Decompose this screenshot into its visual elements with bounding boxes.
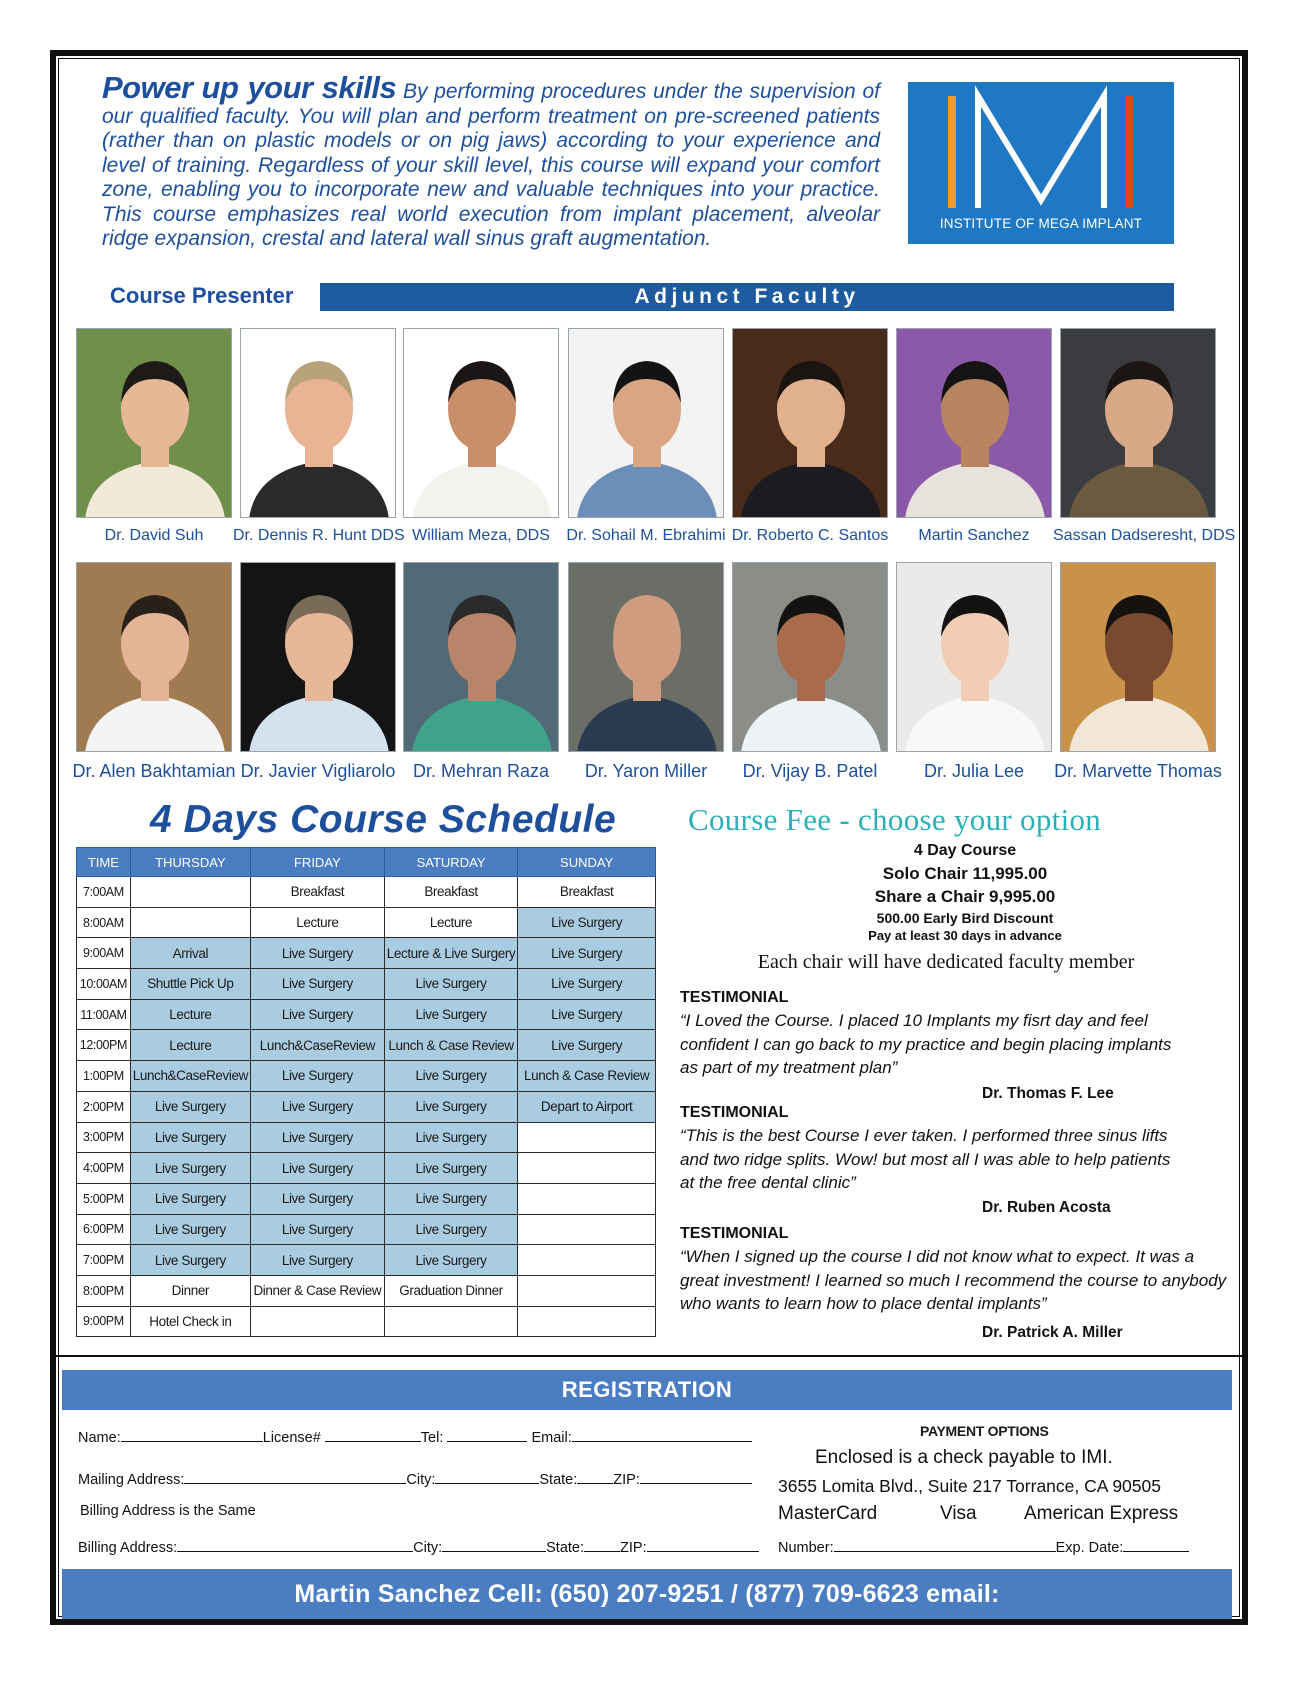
schedule-cell: Live Surgery [518,938,656,969]
schedule-cell [518,1245,656,1276]
faculty-name: Dr. Javier Vigliarolo [240,761,396,781]
faculty-name: Dr. Mehran Raza [412,761,550,781]
schedule-cell: Breakfast [518,877,656,908]
testimonial-3-quote: “When I signed up the course I did not know what to expect. It was a great investment! I learned so much I recommend the course to anybody who wants to learn how to place dental implants” [680,1247,1227,1313]
schedule-cell: Lecture & Live Surgery [384,938,518,969]
adjunct-faculty-heading: Adjunct Faculty [320,283,1174,311]
schedule-column-header: THURSDAY [130,848,250,877]
schedule-time-cell: 1:00PM [77,1061,131,1092]
schedule-row [77,877,656,908]
faculty-name: Dr. Roberto C. Santos [731,527,889,544]
portrait-image [241,563,396,752]
fee-line-course: 4 Day Course [913,842,1017,859]
faculty-photo [568,562,724,752]
registration-heading: REGISTRATION [62,1370,1232,1410]
schedule-time-cell: 7:00PM [77,1245,131,1276]
billing-city-field[interactable] [442,1538,546,1552]
schedule-column-header: TIME [77,848,131,877]
schedule-time-cell: 8:00PM [77,1275,131,1306]
schedule-cell: Live Surgery [130,1091,250,1122]
faculty-name: Dr. Yaron Miller [584,761,708,781]
schedule-cell: Live Surgery [384,969,518,1000]
schedule-cell [518,1183,656,1214]
schedule-time-cell: 3:00PM [77,1122,131,1153]
form-row-mailing [78,1470,752,1488]
schedule-time-cell: 7:00AM [77,877,131,908]
billing-same-checkbox-label[interactable]: Billing Address is the Same [80,1503,256,1519]
testimonial-1-author: Dr. Thomas F. Lee [982,1085,1114,1102]
schedule-cell: Live Surgery [130,1214,250,1245]
billing-state-label: State: [546,1540,585,1556]
schedule-cell: Live Surgery [384,1061,518,1092]
faculty-photo [732,562,888,752]
faculty-photo [76,328,232,518]
schedule-cell: Breakfast [384,877,518,908]
schedule-cell: Graduation Dinner [384,1275,518,1306]
testimonial-1-heading: TESTIMONIAL [680,989,789,1006]
schedule-cell: Live Surgery [518,907,656,938]
payment-visa[interactable]: Visa [940,1503,977,1524]
name-field[interactable] [121,1428,263,1442]
intro-lead: Power up your skills [102,70,397,105]
mailing-state-field[interactable] [577,1470,613,1484]
schedule-cell: Live Surgery [384,1245,518,1276]
testimonial-2-heading: TESTIMONIAL [680,1104,789,1121]
schedule-column-header: FRIDAY [250,848,384,877]
schedule-column-header: SATURDAY [384,848,518,877]
schedule-time-cell: 9:00PM [77,1306,131,1337]
schedule-cell: Live Surgery [130,1153,250,1184]
schedule-cell: Live Surgery [384,999,518,1030]
schedule-cell: Live Surgery [250,1183,384,1214]
faculty-photo [403,562,559,752]
mailing-address-label: Mailing Address: [78,1472,185,1488]
payment-check-line: Enclosed is a check payable to IMI. [815,1447,1113,1468]
faculty-name: Sassan Dadseresht, DDS [1053,527,1236,544]
schedule-time-cell: 5:00PM [77,1183,131,1214]
schedule-row [77,1306,656,1337]
schedule-cell: Lecture [384,907,518,938]
faculty-name: William Meza, DDS [412,527,550,544]
exp-date-label: Exp. Date: [1055,1540,1124,1556]
payment-mastercard[interactable]: MasterCard [778,1503,878,1524]
schedule-row [77,1091,656,1122]
testimonial-2-author: Dr. Ruben Acosta [982,1199,1111,1216]
schedule-cell [518,1306,656,1337]
schedule-row [77,1122,656,1153]
schedule-cell: Live Surgery [250,969,384,1000]
schedule-cell [130,877,250,908]
license-field[interactable] [325,1428,421,1442]
schedule-row [77,1153,656,1184]
course-presenter-heading: Course Presenter [110,283,294,308]
schedule-cell: Live Surgery [130,1245,250,1276]
schedule-cell: Dinner [130,1275,250,1306]
schedule-row [77,907,656,938]
schedule-cell: Arrival [130,938,250,969]
intro-text: By performing procedures under the supervision of our qualified faculty. You will plan and perform treatment on pre-screened patients (rather than on plastic models or on pig jaws) according to your experience and level of training. Regardless of your skill level, this course will expand your comfort zone, enabling you to incorporate new and valuable techniques into your practice. This course emphasizes real world execution from implant placement, alveolar ridge expansion, crestal and lateral wall sinus graft augmentation. [102,80,880,250]
schedule-cell: Live Surgery [518,969,656,1000]
card-number-label: Number: [778,1540,834,1556]
schedule-time-cell: 6:00PM [77,1214,131,1245]
mailing-address-field[interactable] [184,1470,406,1484]
schedule-cell: Live Surgery [518,999,656,1030]
billing-city-label: City: [413,1540,443,1556]
schedule-cell: Live Surgery [250,999,384,1030]
portrait-image [733,563,888,752]
faculty-name: Dr. Julia Lee [923,761,1025,781]
form-row-contact [78,1428,752,1446]
schedule-row [77,1183,656,1214]
fee-line-discount: 500.00 Early Bird Discount [876,910,1054,926]
schedule-cell: Live Surgery [250,1245,384,1276]
schedule-cell [384,1306,518,1337]
schedule-time-cell: 9:00AM [77,938,131,969]
mailing-city-field[interactable] [435,1470,539,1484]
schedule-cell [130,907,250,938]
fee-note: Each chair will have dedicated faculty member [757,951,1135,973]
billing-zip-field[interactable] [647,1538,759,1552]
form-row-billing [78,1538,759,1556]
schedule-cell: Live Surgery [518,1030,656,1061]
section-divider [56,1355,1242,1357]
schedule-cell: Live Surgery [384,1214,518,1245]
fee-line-solo: Solo Chair 11,995.00 [882,864,1048,883]
schedule-row [77,938,656,969]
schedule-cell: Hotel Check in [130,1306,250,1337]
mailing-state-label: State: [539,1472,578,1488]
schedule-row [77,1245,656,1276]
schedule-cell [518,1122,656,1153]
schedule-row [77,969,656,1000]
exp-date-field[interactable] [1123,1538,1189,1552]
portrait-image [1061,563,1216,752]
portrait-image [404,329,559,518]
mailing-zip-field[interactable] [640,1470,752,1484]
schedule-cell: Breakfast [250,877,384,908]
schedule-row [77,1214,656,1245]
billing-address-label: Billing Address: [78,1540,178,1556]
faculty-name: Martin Sanchez [918,527,1030,544]
mailing-zip-label: ZIP: [613,1472,640,1488]
schedule-cell: Live Surgery [250,938,384,969]
schedule-time-cell: 4:00PM [77,1153,131,1184]
portrait-image [77,563,232,752]
testimonial-3-heading: TESTIMONIAL [680,1225,789,1242]
email-label: Email: [531,1430,572,1446]
payment-address: 3655 Lomita Blvd., Suite 217 Torrance, CA 90505 [778,1476,1161,1496]
schedule-cell [518,1153,656,1184]
schedule-cell: Live Surgery [250,1153,384,1184]
course-fee-title: Course Fee - choose your option [688,802,1102,837]
faculty-photo [568,328,724,518]
faculty-photo [240,328,396,518]
schedule-cell: Live Surgery [250,1091,384,1122]
schedule-cell: Shuttle Pick Up [130,969,250,1000]
name-label: Name: [78,1430,121,1446]
card-number-field[interactable] [834,1538,1056,1552]
schedule-cell: Live Surgery [130,1122,250,1153]
schedule-cell: Lunch&CaseReview [130,1061,250,1092]
payment-amex[interactable]: American Express [1024,1503,1179,1524]
schedule-cell: Lunch & Case Review [518,1061,656,1092]
schedule-cell: Live Surgery [250,1061,384,1092]
faculty-photo [732,328,888,518]
schedule-cell: Lecture [130,999,250,1030]
schedule-cell: Lunch&CaseReview [250,1030,384,1061]
logo-caption: INSTITUTE OF MEGA IMPLANT [939,216,1143,231]
fee-line-advance: Pay at least 30 days in advance [868,928,1062,943]
billing-zip-label: ZIP: [620,1540,647,1556]
schedule-header-row [77,848,656,877]
license-label: License# [262,1430,321,1446]
schedule-row [77,1061,656,1092]
faculty-photo [896,562,1052,752]
faculty-photo [896,328,1052,518]
payment-options-heading: PAYMENT OPTIONS [920,1423,1049,1439]
faculty-photo [240,562,396,752]
faculty-name: Dr. Sohail M. Ebrahimi [566,527,726,544]
faculty-photo [76,562,232,752]
schedule-cell: Live Surgery [384,1122,518,1153]
schedule-table [76,847,656,1337]
portrait-image [1061,329,1216,518]
portrait-image [569,329,724,518]
portrait-image [897,329,1052,518]
portrait-image [241,329,396,518]
faculty-photo [1060,562,1216,752]
schedule-title: 4 Days Course Schedule [150,798,617,841]
tel-field[interactable] [447,1428,527,1442]
schedule-cell [518,1214,656,1245]
portrait-image [569,563,724,752]
schedule-time-cell: 8:00AM [77,907,131,938]
email-field[interactable] [572,1428,752,1442]
faculty-name: Dr. Vijay B. Patel [742,761,878,781]
schedule-row [77,999,656,1030]
schedule-time-cell: 12:00PM [77,1030,131,1061]
schedule-column-header: SUNDAY [518,848,656,877]
faculty-photo [1060,328,1216,518]
schedule-cell: Live Surgery [250,1122,384,1153]
contact-bar: Martin Sanchez Cell: (650) 207-9251 / (877) 709-6623 email: martin.sanchez@megagenamerica.com [62,1569,1232,1619]
schedule-cell: Lecture [130,1030,250,1061]
intro-paragraph [102,70,880,252]
schedule-time-cell: 11:00AM [77,999,131,1030]
faculty-name: Dr. David Suh [104,527,204,544]
portrait-image [404,563,559,752]
fee-line-share: Share a Chair 9,995.00 [874,887,1056,906]
imi-logo [908,82,1174,244]
schedule-row [77,1275,656,1306]
testimonial-1-quote: “I Loved the Course. I placed 10 Implants my fisrt day and feel confident I can go back to my practice and begin placing implants as part of my treatment plan” [680,1011,1172,1077]
faculty-photo [403,328,559,518]
testimonial-2-quote: “This is the best Course I ever taken. I performed three sinus lifts and two ridge splits. Wow! but most all I was able to help patients at the free dental clinic” [680,1126,1171,1192]
schedule-cell: Dinner & Case Review [250,1275,384,1306]
schedule-row [77,1030,656,1061]
schedule-time-cell: 2:00PM [77,1091,131,1122]
portrait-image [897,563,1052,752]
schedule-time-cell: 10:00AM [77,969,131,1000]
faculty-name: Dr. Marvette Thomas [1054,761,1222,781]
faculty-name: Dr. Alen Bakhtamian [72,761,236,781]
portrait-image [77,329,232,518]
testimonial-3-author: Dr. Patrick A. Miller [982,1324,1123,1341]
schedule-cell: Live Surgery [384,1153,518,1184]
schedule-cell: Depart to Airport [518,1091,656,1122]
billing-address-field[interactable] [177,1538,413,1552]
schedule-cell: Lunch & Case Review [384,1030,518,1061]
schedule-cell [518,1275,656,1306]
schedule-cell: Live Surgery [250,1214,384,1245]
form-row-card [778,1538,1189,1556]
portrait-image [733,329,888,518]
mailing-city-label: City: [406,1472,436,1488]
schedule-cell: Lecture [250,907,384,938]
faculty-name: Dr. Dennis R. Hunt DDS [233,527,405,544]
tel-label: Tel: [420,1430,444,1446]
schedule-cell [250,1306,384,1337]
schedule-cell: Live Surgery [130,1183,250,1214]
billing-state-field[interactable] [584,1538,620,1552]
schedule-cell: Live Surgery [384,1183,518,1214]
schedule-cell: Live Surgery [384,1091,518,1122]
